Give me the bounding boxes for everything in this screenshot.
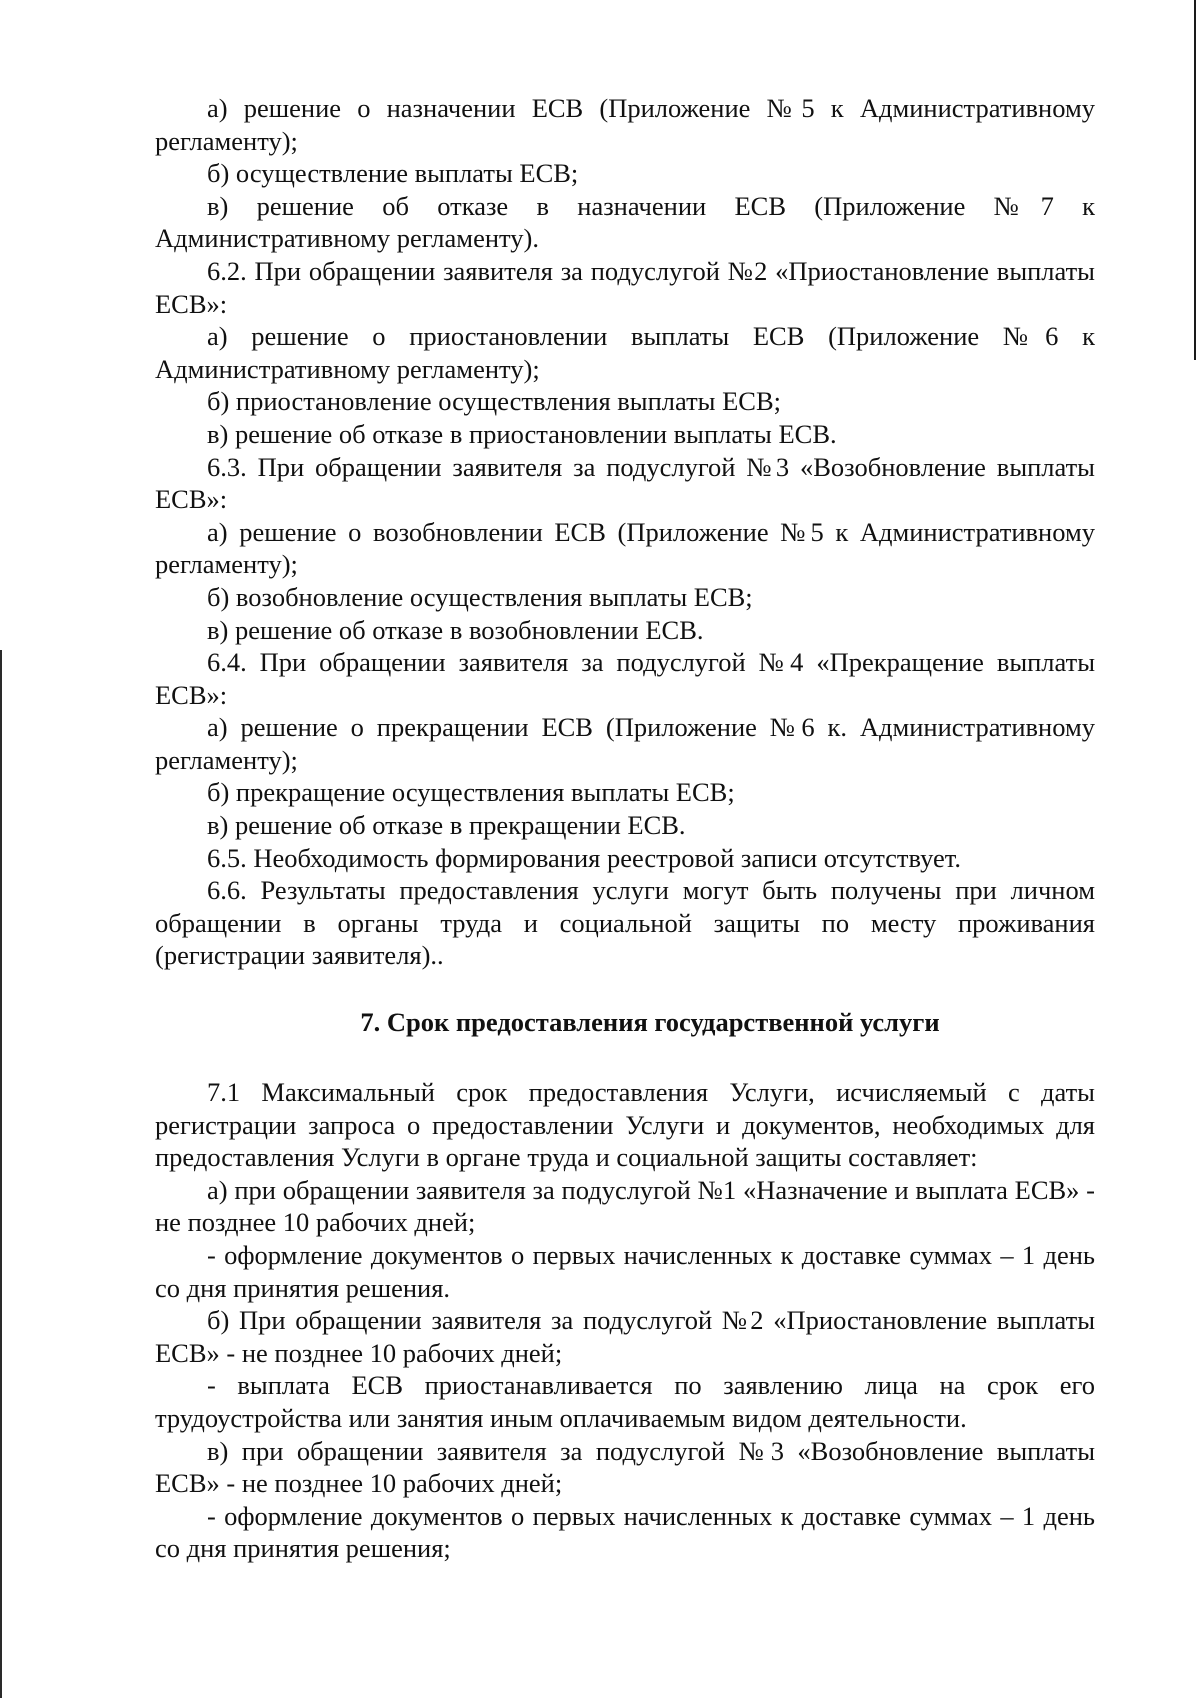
paragraph: а) решение о приостановлении выплаты ЕСВ (Приложение №6 к Административному регламенту); xyxy=(155,321,1095,384)
document-body xyxy=(155,92,1095,1565)
paragraph: в) при обращении заявителя за подуслугой №3 «Возобновление выплаты ЕСВ» - не позднее 10 рабочих дней; xyxy=(155,1435,1095,1499)
paragraph: 6.2. При обращении заявителя за подуслугой №2 «Приостановление выплаты ЕСВ»: xyxy=(155,255,1095,319)
paragraph: 6.3. При обращении заявителя за подуслугой №3 «Возобновление выплаты ЕСВ»: xyxy=(155,451,1095,515)
scan-edge-left xyxy=(0,650,2,1698)
paragraph: а) при обращении заявителя за подуслугой №1 «Назначение и выплата ЕСВ» - не позднее 10 рабочих дней; xyxy=(155,1174,1095,1238)
paragraph: а) решение о прекращении ЕСВ (Приложение №6 к. Административному регламенту); xyxy=(155,712,1095,775)
paragraph: б) приостановление осуществления выплаты ЕСВ; xyxy=(207,386,781,417)
paragraph: б) прекращение осуществления выплаты ЕСВ; xyxy=(207,777,735,808)
paragraph: - оформление документов о первых начисленных к доставке суммах – 1 день со дня принятия решения; xyxy=(155,1500,1095,1564)
scan-edge-right xyxy=(1194,0,1196,360)
paragraph: 7.1 Максимальный срок предоставления Услуги, исчисляемый с даты регистрации запроса о предоставлении Услуги и документов, необходимых для предоставления Услуги в органе труда и социальной защиты составляет: xyxy=(155,1077,1095,1173)
section-heading: 7. Срок предоставления государственной услуги xyxy=(360,1007,940,1038)
paragraph: в) решение об отказе в возобновлении ЕСВ. xyxy=(207,614,704,645)
paragraph: 6.6. Результаты предоставления услуги могут быть получены при личном обращении в органы труда и социальной защиты по месту проживания (регистрации заявителя).. xyxy=(155,875,1095,971)
paragraph: в) решение об отказе в прекращении ЕСВ. xyxy=(207,810,686,841)
paragraph: а) решение о назначении ЕСВ (Приложение №5 к Административному регламенту); xyxy=(155,93,1095,156)
paragraph: - выплата ЕСВ приостанавливается по заявлению лица на срок его трудоустройства или занятия иным оплачиваемым видом деятельности. xyxy=(155,1370,1095,1433)
paragraph: б) осуществление выплаты ЕСВ; xyxy=(207,158,579,189)
paragraph: б) При обращении заявителя за подуслугой №2 «Приостановление выплаты ЕСВ» - не позднее 10 рабочих дней; xyxy=(155,1305,1095,1368)
paragraph: в) решение об отказе в назначении ЕСВ (Приложение №7 к Административному регламенту). xyxy=(155,190,1095,254)
paragraph: б) возобновление осуществления выплаты ЕСВ; xyxy=(207,581,753,612)
paragraph: а) решение о возобновлении ЕСВ (Приложение №5 к Административному регламенту); xyxy=(155,516,1095,580)
paragraph: - оформление документов о первых начисленных к доставке суммах – 1 день со дня принятия решения. xyxy=(155,1240,1095,1303)
paragraph: 6.5. Необходимость формирования реестровой записи отсутствует. xyxy=(207,842,961,873)
paragraph: в) решение об отказе в приостановлении выплаты ЕСВ. xyxy=(207,418,837,449)
paragraph: 6.4. При обращении заявителя за подуслугой №4 «Прекращение выплаты ЕСВ»: xyxy=(155,647,1095,710)
